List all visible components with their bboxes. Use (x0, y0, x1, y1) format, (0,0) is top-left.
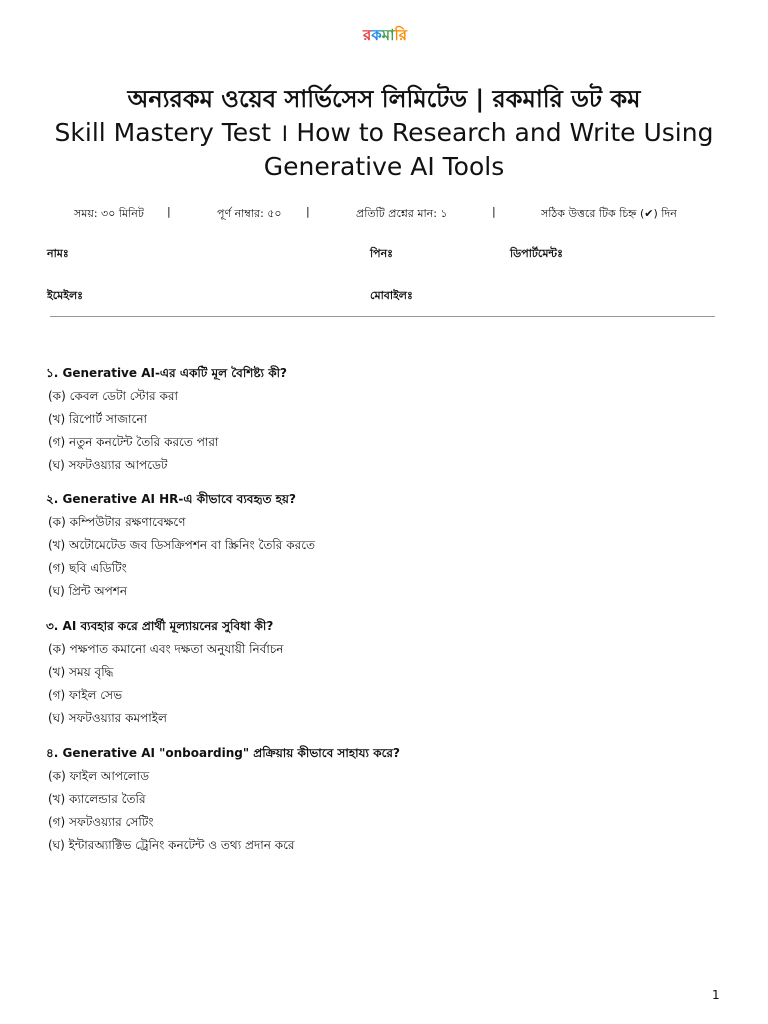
question-2 (46, 487, 315, 603)
page-title: Skill Mastery Test । How to Research and Write Using Generative AI Tools (54, 118, 714, 181)
time-limit: সময়: ৩০ মিনিট (74, 207, 144, 220)
option-kha[interactable]: (খ) অটোমেটেড জব ডিসক্রিপশন বা স্ক্রিনিং তৈরি করতে (48, 538, 316, 552)
tick-instruction: সঠিক উত্তরে টিক চিহ্ন (✔) দিন (541, 207, 677, 220)
rokomari-logo (355, 22, 415, 48)
question-1 (46, 361, 287, 477)
option-ka[interactable]: (ক) পক্ষপাত কমানো এবং দক্ষতা অনুযায়ী নির্বাচন (48, 642, 284, 656)
question-4 (46, 741, 400, 857)
pin-field-label: পিনঃ (370, 247, 394, 260)
option-gha[interactable]: (ঘ) প্রিন্ট অপশন (48, 584, 128, 598)
divider-line (50, 316, 715, 317)
mobile-field-label: মোবাইলঃ (370, 289, 413, 302)
option-ka[interactable]: (ক) কম্পিউটার রক্ষণাবেক্ষণে (48, 515, 186, 529)
exam-meta (0, 205, 768, 221)
separator: | (492, 205, 496, 218)
question-3 (46, 614, 283, 730)
option-ka[interactable]: (ক) ফাইল আপলোড (48, 769, 150, 783)
option-kha[interactable]: (খ) ক্যালেন্ডার তৈরি (48, 792, 146, 806)
page-number: 1 (712, 988, 720, 1002)
email-field-label: ইমেইলঃ (47, 289, 84, 302)
logo-letter: মা (381, 26, 395, 44)
option-ga[interactable]: (গ) নতুন কনটেন্ট তৈরি করতে পারা (48, 435, 219, 449)
marks-per-question: প্রতিটি প্রশ্নের মান: ১ (356, 207, 448, 220)
option-ga[interactable]: (গ) ছবি এডিটিং (48, 561, 127, 575)
logo-letter: র (363, 26, 372, 44)
option-gha[interactable]: (ঘ) সফটওয়্যার কমপাইল (48, 711, 167, 725)
total-marks: পূর্ণ নাম্বার: ৫০ (217, 207, 282, 220)
logo-letter: ক (371, 26, 382, 44)
option-gha[interactable]: (ঘ) সফটওয়্যার আপডেট (48, 458, 168, 472)
name-field-label: নামঃ (47, 247, 69, 260)
logo-letter: রি (394, 26, 407, 44)
question-title: ১. Generative AI-এর একটি মূল বৈশিষ্ট্য কী? (46, 366, 287, 380)
option-kha[interactable]: (খ) সময় বৃদ্ধি (48, 665, 114, 679)
option-ka[interactable]: (ক) কেবল ডেটা স্টোর করা (48, 389, 178, 403)
separator: | (167, 205, 171, 218)
question-title: ৩. AI ব্যবহার করে প্রার্থী মূল্যায়নের সুবিধা কী? (46, 619, 274, 633)
option-gha[interactable]: (ঘ) ইন্টারঅ্যাক্টিভ ট্রেনিং কনটেন্ট ও তথ্য প্রদান করে (48, 838, 295, 852)
department-field-label: ডিপার্টমেন্টঃ (510, 247, 563, 260)
option-kha[interactable]: (খ) রিপোর্ট সাজানো (48, 412, 147, 426)
question-title: ৪. Generative AI "onboarding" প্রক্রিয়ায় কীভাবে সাহায্য করে? (46, 746, 400, 760)
option-ga[interactable]: (গ) সফটওয়্যার সেটিং (48, 815, 154, 829)
separator: | (306, 205, 310, 218)
question-title: ২. Generative AI HR-এ কীভাবে ব্যবহৃত হয়? (46, 492, 296, 506)
organization-name: অন্যরকম ওয়েব সার্ভিসেস লিমিটেড | রকমারি ডট কম (127, 85, 641, 113)
option-ga[interactable]: (গ) ফাইল সেভ (48, 688, 123, 702)
